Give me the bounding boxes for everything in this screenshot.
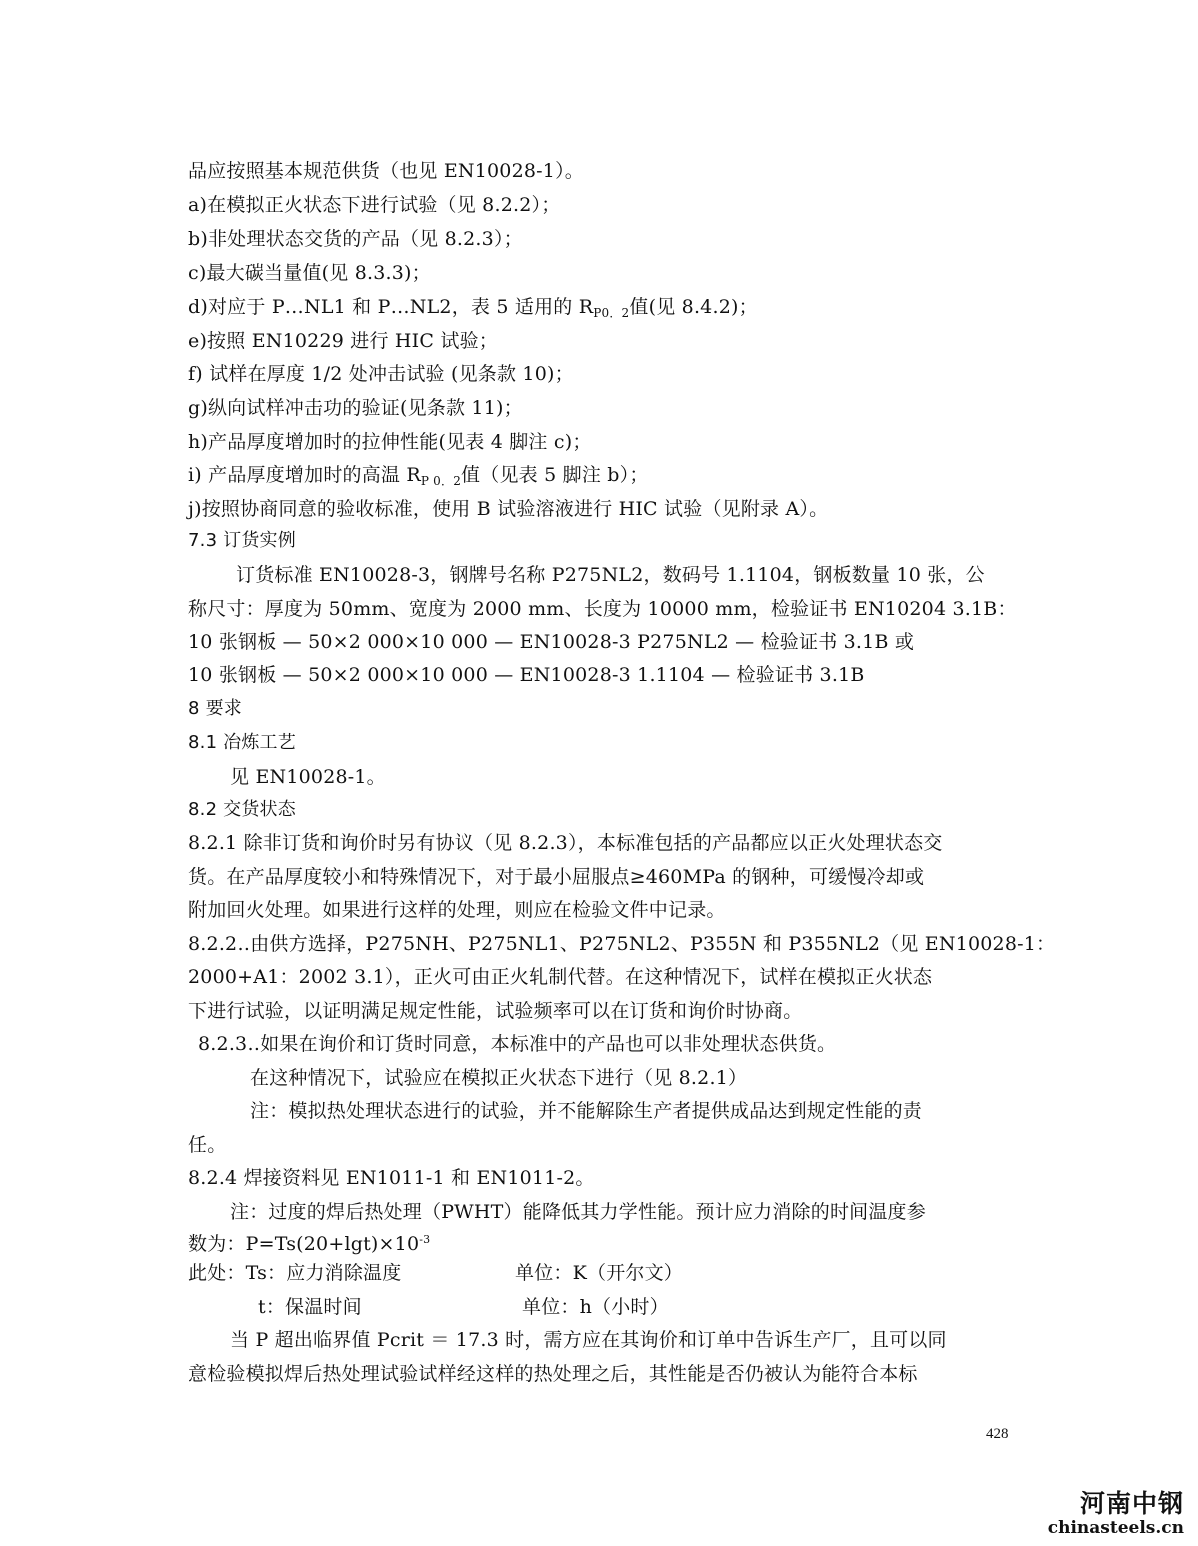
list-item-g: g)纵向试样冲击功的验证(见条款 11)；: [188, 397, 523, 419]
list-item-i-tail: 值（见表 5 脚注 b）；: [461, 464, 649, 486]
note-line: 注：过度的焊后热处理（PWHT）能降低其力学性能。预计应力消除的时间温度参: [230, 1201, 926, 1223]
text-line: 任。: [188, 1134, 227, 1156]
note-line: 注：模拟热处理状态进行的试验，并不能解除生产者提供成品达到规定性能的责: [250, 1100, 923, 1122]
list-item-b: b)非处理状态交货的产品（见 8.2.3）；: [188, 228, 523, 250]
unit-ts: 单位：K（开尔文）: [515, 1262, 683, 1284]
list-item-c: c)最大碳当量值(见 8.3.3)；: [188, 262, 431, 284]
section-heading-8-2: 8.2 交货状态: [188, 799, 296, 820]
text-line: 货。在产品厚度较小和特殊情况下，对于最小屈服点≥460MPa 的钢种，可缓慢冷却或: [188, 866, 925, 888]
list-item-d-tail: 值(见 8.4.2)；: [629, 296, 758, 318]
text-line: 称尺寸：厚度为 50mm、宽度为 2000 mm、长度为 10000 mm，检验证书 EN10204 3.1B：: [188, 598, 1017, 620]
text-line: 8.2.4 焊接资料见 EN1011-1 和 EN1011-2。: [188, 1167, 595, 1189]
text-line: 附加回火处理。如果进行这样的处理，则应在检验文件中记录。: [188, 899, 726, 921]
text-line: 在这种情况下，试验应在模拟正火状态下进行（见 8.2.1）: [250, 1067, 748, 1089]
text-line: 2000+A1：2002 3.1），正火可由正火轧制代替。在这种情况下，试样在模拟正火状态: [188, 966, 933, 988]
text-line: 10 张钢板 — 50×2 000×10 000 — EN10028-3 P275NL2 — 检验证书 3.1B 或: [188, 631, 915, 653]
superscript-exponent: -3: [419, 1233, 431, 1246]
definition-t: t：保温时间: [258, 1296, 362, 1318]
list-item-d: [188, 295, 758, 325]
list-item-h: h)产品厚度增加时的拉伸性能(见表 4 脚注 c)；: [188, 431, 592, 453]
text-line: 意检验模拟焊后热处理试验试样经这样的热处理之后，其性能是否仍被认为能符合本标: [188, 1363, 918, 1385]
list-item-j: j)按照协商同意的验收标准，使用 B 试验溶液进行 HIC 试验（见附录 A）。: [188, 498, 829, 520]
list-item-i: [188, 463, 649, 493]
text-line: 见 EN10028-1。: [230, 766, 386, 788]
watermark-chinese: 河南中钢: [1079, 1489, 1184, 1518]
formula-line: [188, 1228, 430, 1256]
section-heading-8-1: 8.1 冶炼工艺: [188, 732, 296, 753]
list-item-f: f) 试样在厚度 1/2 处冲击试验 (见条款 10)；: [188, 363, 574, 385]
watermark-logo: [1048, 1490, 1184, 1538]
formula-text: 数为：P=Ts(20+lgt)×10: [188, 1233, 420, 1255]
list-item-d-text: d)对应于 P…NL1 和 P…NL2，表 5 适用的 R: [188, 296, 594, 318]
text-line: 8.2.2‥由供方选择，P275NH、P275NL1、P275NL2、P355N 和 P355NL2（见 EN10028-1：: [188, 933, 1056, 955]
definition-ts: 此处：Ts：应力消除温度: [188, 1262, 402, 1284]
text-line: 当 P 超出临界值 Pcrit ＝ 17.3 时，需方应在其询价和订单中告诉生产厂，且可以同: [230, 1329, 947, 1351]
unit-t: 单位：h（小时）: [522, 1296, 669, 1318]
section-heading-8: 8 要求: [188, 698, 242, 719]
text-line: 10 张钢板 — 50×2 000×10 000 — EN10028-3 1.1104 — 检验证书 3.1B: [188, 664, 865, 686]
subscript-p02: P0．2: [593, 306, 630, 320]
section-heading-7-3: 7.3 订货实例: [188, 530, 296, 551]
page-number: 428: [986, 1426, 1009, 1442]
text-line: 8.2.3‥如果在询价和订货时同意，本标准中的产品也可以非处理状态供货。: [198, 1033, 837, 1055]
watermark-url: chinasteels.cn: [1047, 1518, 1184, 1538]
list-item-e: e)按照 EN10229 进行 HIC 试验；: [188, 330, 498, 352]
list-item-a: a)在模拟正火状态下进行试验（见 8.2.2）；: [188, 194, 561, 216]
subscript-p02: P 0．2: [420, 474, 462, 488]
text-line: 下进行试验，以证明满足规定性能，试验频率可以在订货和询价时协商。: [188, 1000, 803, 1022]
text-line: 订货标准 EN10028-3，钢牌号名称 P275NL2，数码号 1.1104，钢板数量 10 张，公: [236, 564, 985, 586]
text-line: 品应按照基本规范供货（也见 EN10028-1）。: [188, 160, 584, 182]
text-line: 8.2.1 除非订货和询价时另有协议（见 8.2.3），本标准包括的产品都应以正火处理状态交: [188, 832, 943, 854]
list-item-i-text: i) 产品厚度增加时的高温 R: [188, 464, 421, 486]
